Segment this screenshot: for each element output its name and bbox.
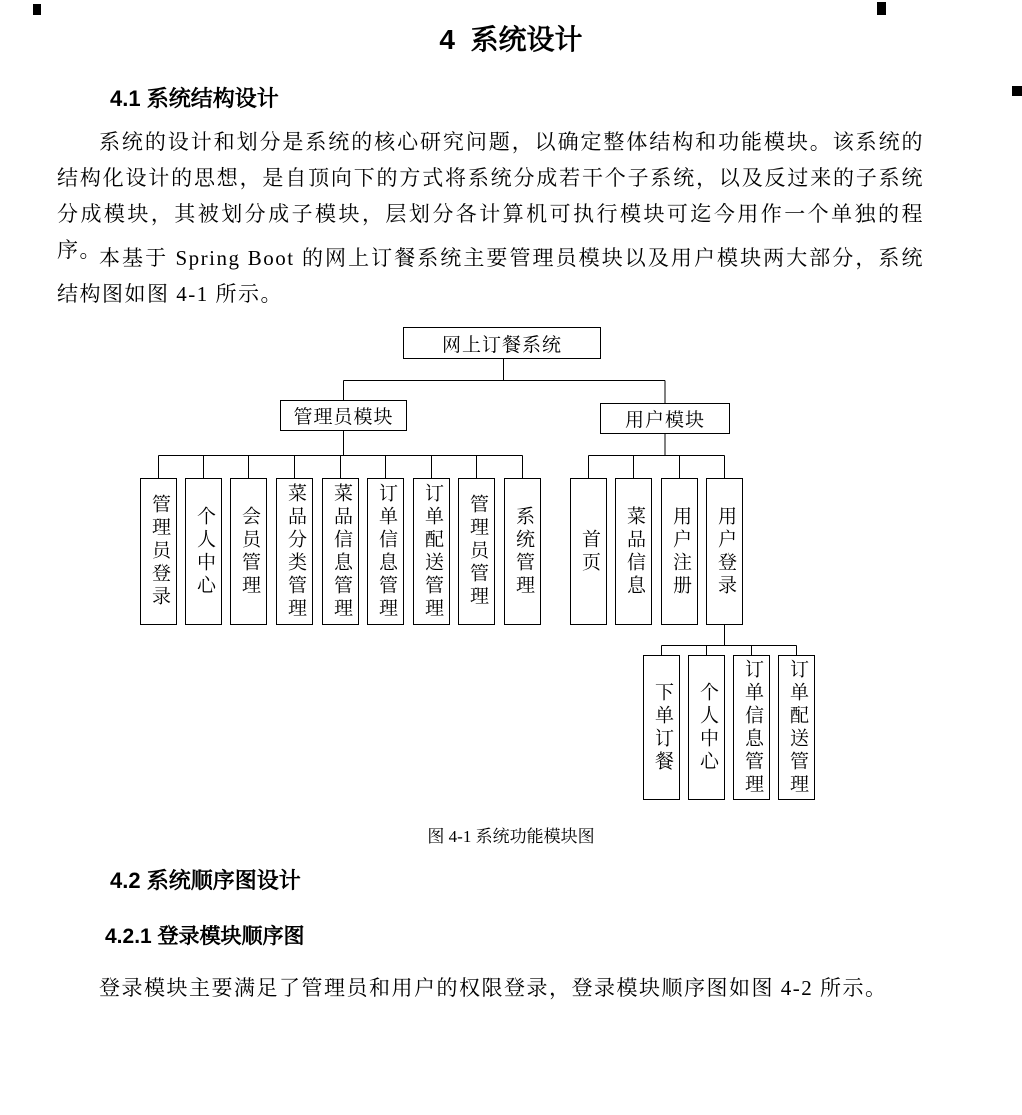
figure-4-1-caption: 图 4-1 系统功能模块图 xyxy=(427,827,595,846)
node-home-page xyxy=(570,478,607,625)
node-user-order-delivery-management xyxy=(778,655,815,800)
node-label: 用户登录 xyxy=(714,505,736,598)
node-label: 会员管理 xyxy=(238,505,260,598)
node-label: 订单配送管理 xyxy=(421,482,443,621)
node-user-order-info-management xyxy=(733,655,770,800)
node-system-management xyxy=(504,478,541,625)
node-admin-module: 管理员模块 xyxy=(280,400,407,431)
node-label: 菜品信息管理 xyxy=(330,482,352,621)
node-order-delivery-management xyxy=(413,478,450,625)
node-user-personal-center xyxy=(688,655,725,800)
paragraph-login-sequence: 登录模块主要满足了管理员和用户的权限登录，登录模块顺序图如图 4-2 所示。 xyxy=(99,976,888,1000)
node-order-info-management xyxy=(367,478,404,625)
node-dish-category-management xyxy=(276,478,313,625)
node-dish-info-management xyxy=(322,478,359,625)
node-user-login xyxy=(706,478,743,625)
node-label: 管理员登录 xyxy=(148,494,170,609)
node-label: 菜品信息 xyxy=(623,505,645,598)
node-label: 用户注册 xyxy=(669,505,691,598)
node-label: 个人中心 xyxy=(193,505,215,598)
node-label: 订单信息管理 xyxy=(741,658,763,797)
heading-4-2-1: 4.2.1 登录模块顺序图 xyxy=(105,925,305,948)
node-label: 管理员管理 xyxy=(466,494,488,609)
paragraph-structure-design-1: 系统的设计和划分是系统的核心研究问题，以确定整体结构和功能模块。该系统的结构化设计的思想，是自顶向下的方式将系统分成若干个子系统，以及反过来的子系统分成模块，其被划分成子模块，层划分各计算机可执行模块可迄今用作一个单独的程序。 xyxy=(57,130,924,262)
node-user-module: 用户模块 xyxy=(600,403,730,434)
node-dish-info xyxy=(615,478,652,625)
node-place-order xyxy=(643,655,680,800)
heading-4-2: 4.2 系统顺序图设计 xyxy=(110,868,301,893)
node-label: 个人中心 xyxy=(696,681,718,774)
node-personal-center xyxy=(185,478,222,625)
node-member-management xyxy=(230,478,267,625)
node-online-ordering-system: 网上订餐系统 xyxy=(403,327,601,359)
node-label: 系统管理 xyxy=(512,505,534,598)
node-admin-management xyxy=(458,478,495,625)
document-title: 4 系统设计 xyxy=(439,24,583,55)
node-label: 订单信息管理 xyxy=(375,482,397,621)
node-label: 菜品分类管理 xyxy=(284,482,306,621)
paragraph-structure-design-2: 本基于 Spring Boot 的网上订餐系统主要管理员模块以及用户模块两大部分，系统结构图如图 4-1 所示。 xyxy=(57,246,924,306)
heading-4-1: 4.1 系统结构设计 xyxy=(110,86,279,111)
node-label: 首页 xyxy=(578,528,600,575)
node-label: 订单配送管理 xyxy=(786,658,808,797)
node-admin-login xyxy=(140,478,177,625)
node-user-register xyxy=(661,478,698,625)
node-label: 下单订餐 xyxy=(651,681,673,774)
